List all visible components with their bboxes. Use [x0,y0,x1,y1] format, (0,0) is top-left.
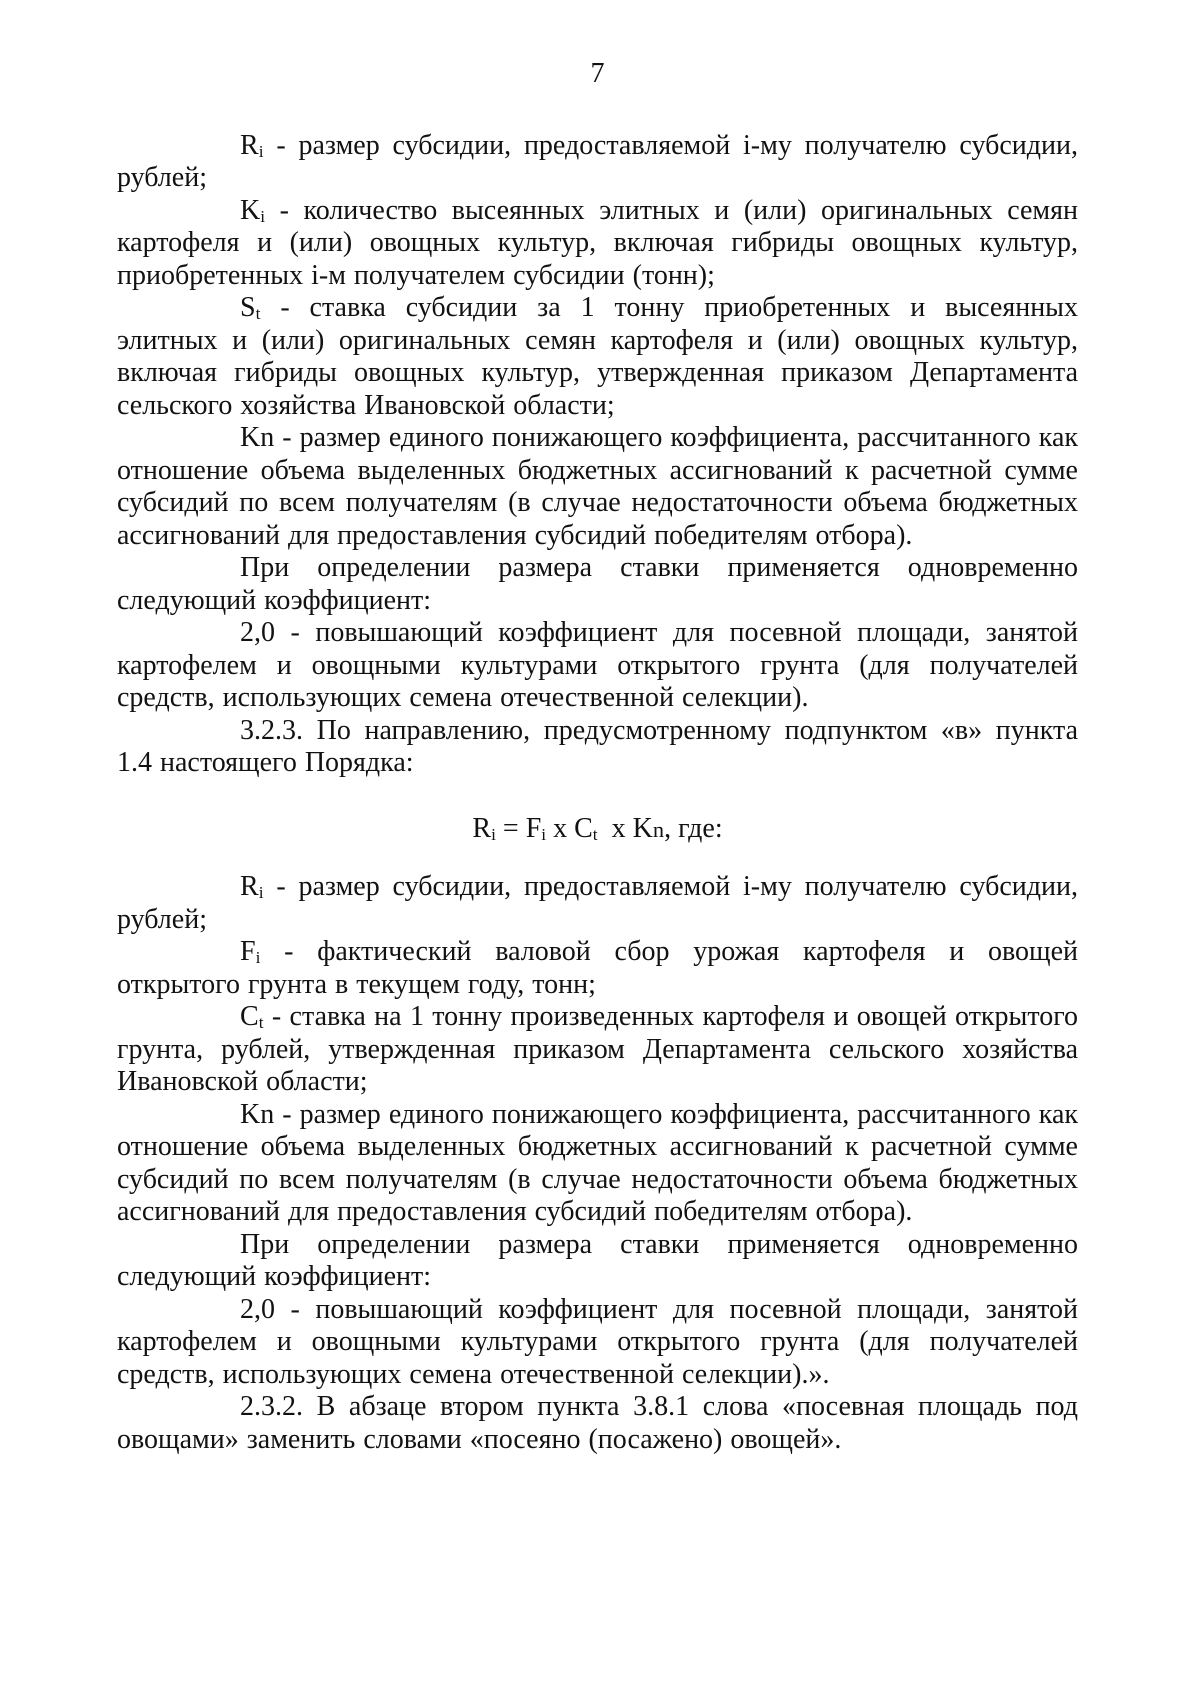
paragraph-text: - количество высеянных элитных и (или) оригинальных семян картофеля и (или) овощных культур, включая гибриды овощных культур, приобретенных i-м получателем субсидии (тонн); [117,194,1078,291]
paragraph-ct-definition [117,1001,1078,1099]
paragraph-clause-3-2-3 [117,715,1078,780]
page-number: 7 [590,58,605,89]
paragraph-text: 3.2.3. По направлению, предусмотренному подпунктом «в» пункта 1.4 настоящего Порядка: [117,714,1078,778]
document-body [117,130,1078,1457]
variable-fi: $F_i$ [240,936,261,968]
paragraph-fi-definition [117,936,1078,1001]
paragraph-rate-coefficient-intro [117,552,1078,617]
variable-st: $S_t$ [240,292,261,324]
paragraph-text: Kn - размер единого понижающего коэффициента, рассчитанного как отношение объема выделенных бюджетных ассигнований к расчетной сумме субсидий по всем получателям (в случае недостаточности объема бюджетных ассигнований для предоставления субсидий победителям отбора). [117,1098,1078,1227]
paragraph-text: При определении размера ставки применяется одновременно следующий коэффициент: [117,552,1078,616]
paragraph-kn-definition-2 [117,1099,1078,1229]
paragraph-text: 2,0 - повышающий коэффициент для посевной площади, занятой картофелем и овощными культурами открытого грунта (для получателей средств, использующих семена отечественной селекции).». [117,1293,1078,1390]
paragraph-kn-definition [117,422,1078,552]
paragraph-text: 2,0 - повышающий коэффициент для посевной площади, занятой картофелем и овощными культурами открытого грунта (для получателей средств, использующих семена отечественной селекции). [117,617,1078,713]
formula-n-term: n [652,816,665,842]
paragraph-ri-definition [117,130,1078,195]
paragraph-rate-coefficient-intro-2 [117,1229,1078,1294]
paragraph-text: - размер субсидии, предоставляемой i-му получателю субсидии, рублей; [117,871,1078,935]
paragraph-clause-2-3-2 [117,1391,1078,1456]
paragraph-ri-definition-2 [117,871,1078,936]
paragraph-text: - ставка на 1 тонну произведенных картофеля и овощей открытого грунта, рублей, утвержденная приказом Департамента сельского хозяйства Ивановской области; [117,1001,1078,1097]
paragraph-ki-definition [117,195,1078,293]
paragraph-text: - размер субсидии, предоставляемой i-му получателю субсидии, рублей; [117,129,1078,193]
paragraph-st-definition [117,292,1078,422]
subsidy-formula: $R_i = F_i$ x $C_t$ x Kn, где: [472,812,723,844]
variable-ki: $K_i$ [240,194,266,226]
variable-ri: $R_i$ [240,129,264,161]
paragraph-text: - фактический валовой сбор урожая картофеля и овощей открытого грунта в текущем году, тонн; [117,936,1078,1000]
paragraph-text: Kn - размер единого понижающего коэффициента, рассчитанного как отношение объема выделенных бюджетных ассигнований к расчетной сумме субсидий по всем получателям (в случае недостаточности объема бюджетных ассигнований для предоставления субсидий победителям отбора). [117,422,1078,551]
variable-ri: $R_i$ [240,871,264,903]
paragraph-text: При определении размера ставки применяется одновременно следующий коэффициент: [117,1228,1078,1292]
paragraph-text: - ставка субсидии за 1 тонну приобретенных и высеянных элитных и (или) оригинальных семян картофеля и (или) овощных культур, включая гибриды овощных культур, утвержденная приказом Департамента сельского хозяйства Ивановской области; [117,292,1078,421]
paragraph-coefficient-2-0 [117,617,1078,715]
paragraph-coefficient-2-0-2 [117,1294,1078,1392]
paragraph-text: 2.3.2. В абзаце втором пункта 3.8.1 слова «посевная площадь под овощами» заменить словами «посеяно (посажено) овощей». [117,1391,1078,1455]
variable-ct: $C_t$ [240,1001,264,1033]
